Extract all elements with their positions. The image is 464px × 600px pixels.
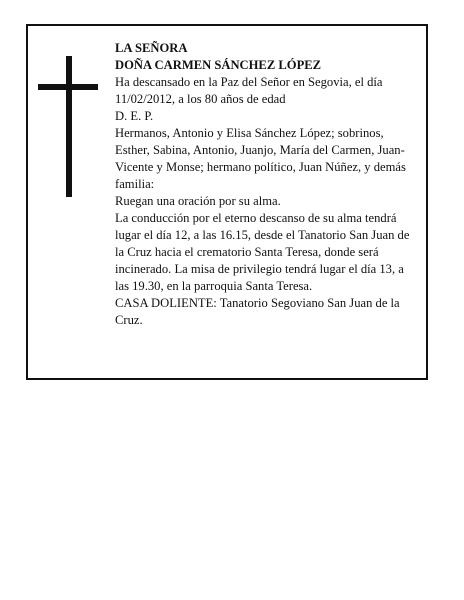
ceremony-details: La conducción por el eterno descanso de su alma tendrá lugar el día 12, a las 16.15, desde el Tanatorio San Juan de la Cruz hacia el crematorio Santa Teresa, donde será incinerado. La misa de privilegio tendrá lugar el día 13, a las 19.30, en la parroquia Santa Teresa. (115, 211, 410, 293)
deceased-title: LA SEÑORA (115, 41, 188, 55)
obituary-text (115, 40, 420, 329)
rip-line: D. E. P. (115, 109, 154, 123)
death-notice: Ha descansado en la Paz del Señor en Segovia, el día 11/02/2012, a los 80 años de edad (115, 75, 383, 106)
mourning-house: CASA DOLIENTE: Tanatorio Segoviano San Juan de la Cruz. (115, 296, 400, 327)
deceased-name: DOÑA CARMEN SÁNCHEZ LÓPEZ (115, 58, 322, 72)
prayer-request: Ruegan una oración por su alma. (115, 194, 281, 208)
obituary-notice (26, 24, 428, 380)
family-list: Hermanos, Antonio y Elisa Sánchez López; sobrinos, Esther, Sabina, Antonio, Juanjo, María del Carmen, Juan-Vicente y Monse; hermano político, Juan Núñez, y demás familia: (115, 126, 406, 191)
cross-horizontal-bar (38, 84, 98, 90)
cross-vertical-bar (66, 56, 72, 197)
